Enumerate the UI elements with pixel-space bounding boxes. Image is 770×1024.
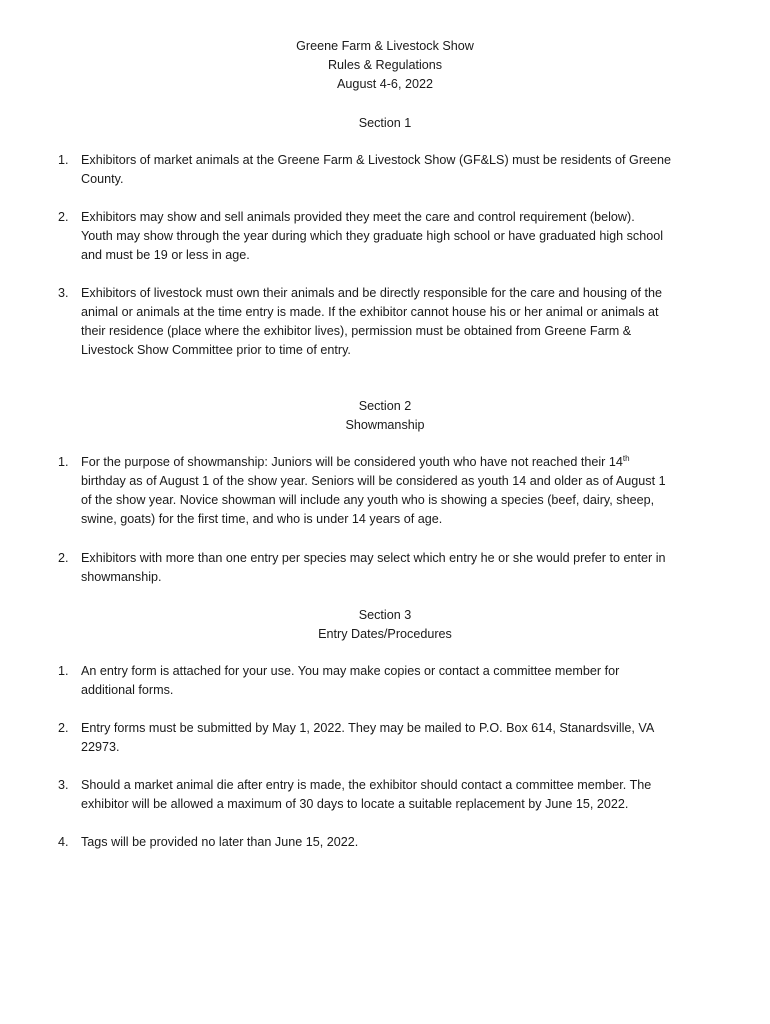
rule-number: 2. [58, 551, 69, 565]
rule-line: Exhibitors may show and sell animals provided they meet the care and control requirement (below). [81, 210, 635, 224]
document-subtitle: Rules & Regulations [327, 58, 443, 72]
rule-line: Youth may show through the year during which they graduate high school or have graduated high school [81, 229, 664, 243]
rule-line: Should a market animal die after entry is made, the exhibitor should contact a committee member. The [81, 778, 652, 792]
rule-text [81, 151, 736, 189]
rule-text [81, 208, 736, 265]
rule-text [81, 833, 736, 852]
section-1-heading: Section 1 [358, 116, 412, 130]
rule-line: County. [81, 172, 124, 186]
section-3-heading: Section 3 [358, 608, 412, 622]
section-3-subheading: Entry Dates/Procedures [318, 627, 452, 641]
rule-line: An entry form is attached for your use. You may make copies or contact a committee member for [81, 664, 620, 678]
rule-text [81, 776, 736, 814]
rule-line: additional forms. [81, 683, 174, 697]
rule-line [81, 453, 736, 472]
rule-number: 3. [58, 286, 69, 300]
rule-text [81, 719, 736, 757]
document-title: Greene Farm & Livestock Show [296, 39, 474, 53]
rule-text [81, 549, 736, 587]
section-2-heading: Section 2 [358, 399, 412, 413]
rule-line: Tags will be provided no later than June 15, 2022. [81, 835, 359, 849]
rule-line: 22973. [81, 740, 120, 754]
rule-number: 4. [58, 835, 69, 849]
rule-line: swine, goats) for the first time, and who is under 14 years of age. [81, 512, 443, 526]
rule-line: Livestock Show Committee prior to time of entry. [81, 343, 351, 357]
rule-line: Exhibitors with more than one entry per species may select which entry he or she would prefer to enter in [81, 551, 666, 565]
rule-number: 2. [58, 721, 69, 735]
rule-line-text: For the purpose of showmanship: Juniors will be considered youth who have not reached their 14 [81, 455, 623, 469]
rule-line: of the show year. Novice showman will include any youth who is showing a species (beef, dairy, sheep, [81, 493, 655, 507]
rule-number: 2. [58, 210, 69, 224]
rule-text [81, 662, 736, 700]
rule-line: Exhibitors of market animals at the Greene Farm & Livestock Show (GF&LS) must be residents of Greene [81, 153, 672, 167]
rule-line: animal or animals at the time entry is made. If the exhibitor cannot house his or her animal or animals at [81, 305, 659, 319]
rule-line: and must be 19 or less in age. [81, 248, 250, 262]
superscript: th [622, 453, 630, 463]
document-dates: August 4-6, 2022 [337, 77, 433, 91]
rule-number: 1. [58, 153, 69, 167]
rule-number: 3. [58, 778, 69, 792]
rule-line: birthday as of August 1 of the show year. Seniors will be considered as youth 14 and older as of August 1 [81, 474, 666, 488]
rule-line: their residence (place where the exhibitor lives), permission must be obtained from Greene Farm & [81, 324, 632, 338]
section-2-subheading: Showmanship [345, 418, 425, 432]
rule-number: 1. [58, 455, 69, 469]
rule-line: showmanship. [81, 570, 162, 584]
rule-line: exhibitor will be allowed a maximum of 30 days to locate a suitable replacement by June 15, 2022. [81, 797, 629, 811]
rule-line: Exhibitors of livestock must own their animals and be directly responsible for the care and housing of the [81, 286, 663, 300]
rule-line: Entry forms must be submitted by May 1, 2022. They may be mailed to P.O. Box 614, Stanardsville, VA [81, 721, 655, 735]
rule-number: 1. [58, 664, 69, 678]
rule-text [81, 453, 736, 529]
rule-text [81, 284, 736, 360]
